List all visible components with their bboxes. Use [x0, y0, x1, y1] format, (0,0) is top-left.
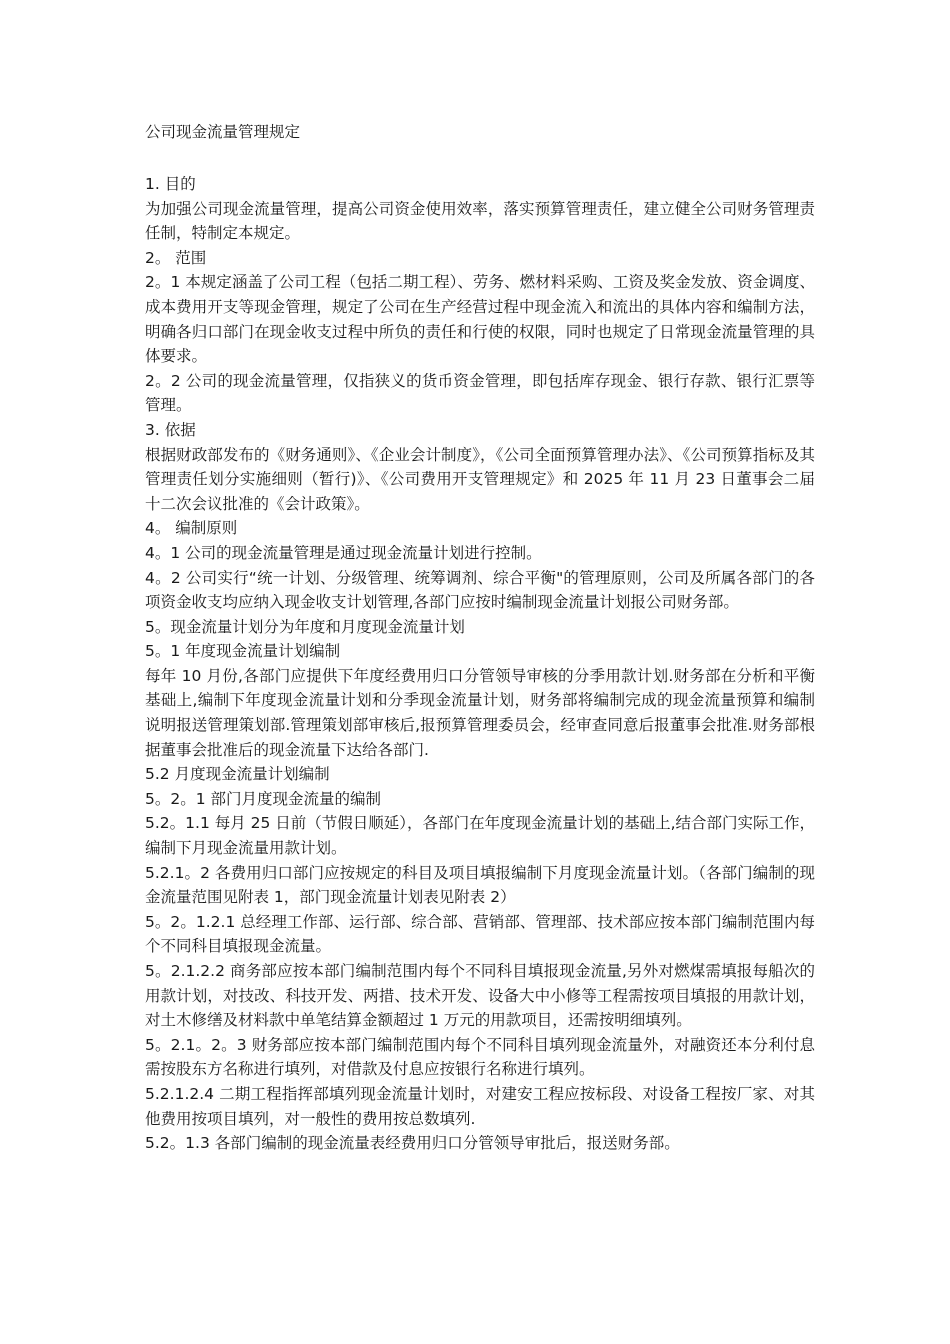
section-heading-basis: 3. 依据	[145, 420, 196, 439]
section-heading-scope: 2。 范围	[145, 248, 207, 267]
section-heading-principles: 4。 编制原则	[145, 519, 238, 538]
paragraph: 根据财政部发布的《财务通则》、《企业会计制度》，《公司全面预算管理办法》、《公司预算指标及其管理责任划分实施细则（暂行)》、《公司费用开支管理规定》和 2025 年 11 月 23 日董事会二届十二次会议批准的《会计政策》。	[145, 445, 815, 513]
document-page	[145, 120, 815, 1156]
paragraph: 2。2 公司的现金流量管理，仅指狭义的货币资金管理，即包括库存现金、银行存款、银行汇票等管理。	[145, 371, 815, 415]
paragraph: 为加强公司现金流量管理，提高公司资金使用效率，落实预算管理责任，建立健全公司财务管理责任制，特制定本规定。	[145, 199, 815, 243]
paragraph: 5.2。1.3 各部门编制的现金流量表经费用归口分管领导审批后，报送财务部。	[145, 1134, 680, 1153]
section-heading-plans: 5。现金流量计划分为年度和月度现金流量计划	[145, 617, 465, 636]
paragraph: 2。1 本规定涵盖了公司工程（包括二期工程）、劳务、燃材料采购、工资及奖金发放、资金调度、成本费用开支等现金管理，规定了公司在生产经营过程中现金流入和流出的具体内容和编制方法，明确各归口部门在现金收支过程中所负的责任和行使的权限，同时也规定了日常现金流量管理的具体要求。	[145, 273, 815, 366]
paragraph: 每年 10 月份,各部门应提供下年度经费用归口分管领导审核的分季用款计划.财务部在分析和平衡基础上,编制下年度现金流量计划和分季现金流量计划，财务部将编制完成的现金流量预算和编制说明报送管理策划部.管理策划部审核后,报预算管理委员会，经审查同意后报董事会批准.财务部根据董事会批准后的现金流量下达给各部门.	[145, 666, 815, 759]
subsection-heading: 5。2。1 部门月度现金流量的编制	[145, 789, 382, 808]
paragraph: 5。2.1。2。3 财务部应按本部门编制范围内每个不同科目填列现金流量外，对融资还本分利付息需按股东方名称进行填列，对借款及付息应按银行名称进行填列。	[145, 1035, 815, 1079]
paragraph: 4。2 公司实行“统一计划、分级管理、统筹调剂、综合平衡"的管理原则，公司及所属各部门的各项资金收支均应纳入现金收支计划管理,各部门应按时编制现金流量计划报公司财务部。	[145, 568, 815, 612]
subsection-heading: 5.2 月度现金流量计划编制	[145, 765, 330, 784]
paragraph: 5。2.1.2.2 商务部应按本部门编制范围内每个不同科目填报现金流量,另外对燃煤需填报每船次的用款计划，对技改、科技开发、两措、技术开发、设备大中小修等工程需按项目填报的用款计划，对土木修缮及材料款中单笔结算金额超过 1 万元的用款项目，还需按明细填列。	[145, 962, 815, 1030]
paragraph: 5.2.1.2.4 二期工程指挥部填列现金流量计划时，对建安工程应按标段、对设备工程按厂家、对其他费用按项目填列，对一般性的费用按总数填列.	[145, 1084, 815, 1128]
subsection-heading: 5。1 年度现金流量计划编制	[145, 642, 341, 661]
paragraph: 5。2。1.2.1 总经理工作部、运行部、综合部、营销部、管理部、技术部应按本部门编制范围内每个不同科目填报现金流量。	[145, 912, 815, 956]
paragraph: 5.2.1。2 各费用归口部门应按规定的科目及项目填报编制下月度现金流量计划。（各部门编制的现金流量范围见附表 1，部门现金流量计划表见附表 2）	[145, 863, 815, 907]
document-title: 公司现金流量管理规定	[145, 123, 301, 141]
paragraph: 5.2。1.1 每月 25 日前（节假日顺延），各部门在年度现金流量计划的基础上,结合部门实际工作，编制下月现金流量用款计划。	[145, 814, 815, 858]
section-heading-purpose: 1. 目的	[145, 175, 196, 193]
paragraph: 4。1 公司的现金流量管理是通过现金流量计划进行控制。	[145, 543, 542, 562]
